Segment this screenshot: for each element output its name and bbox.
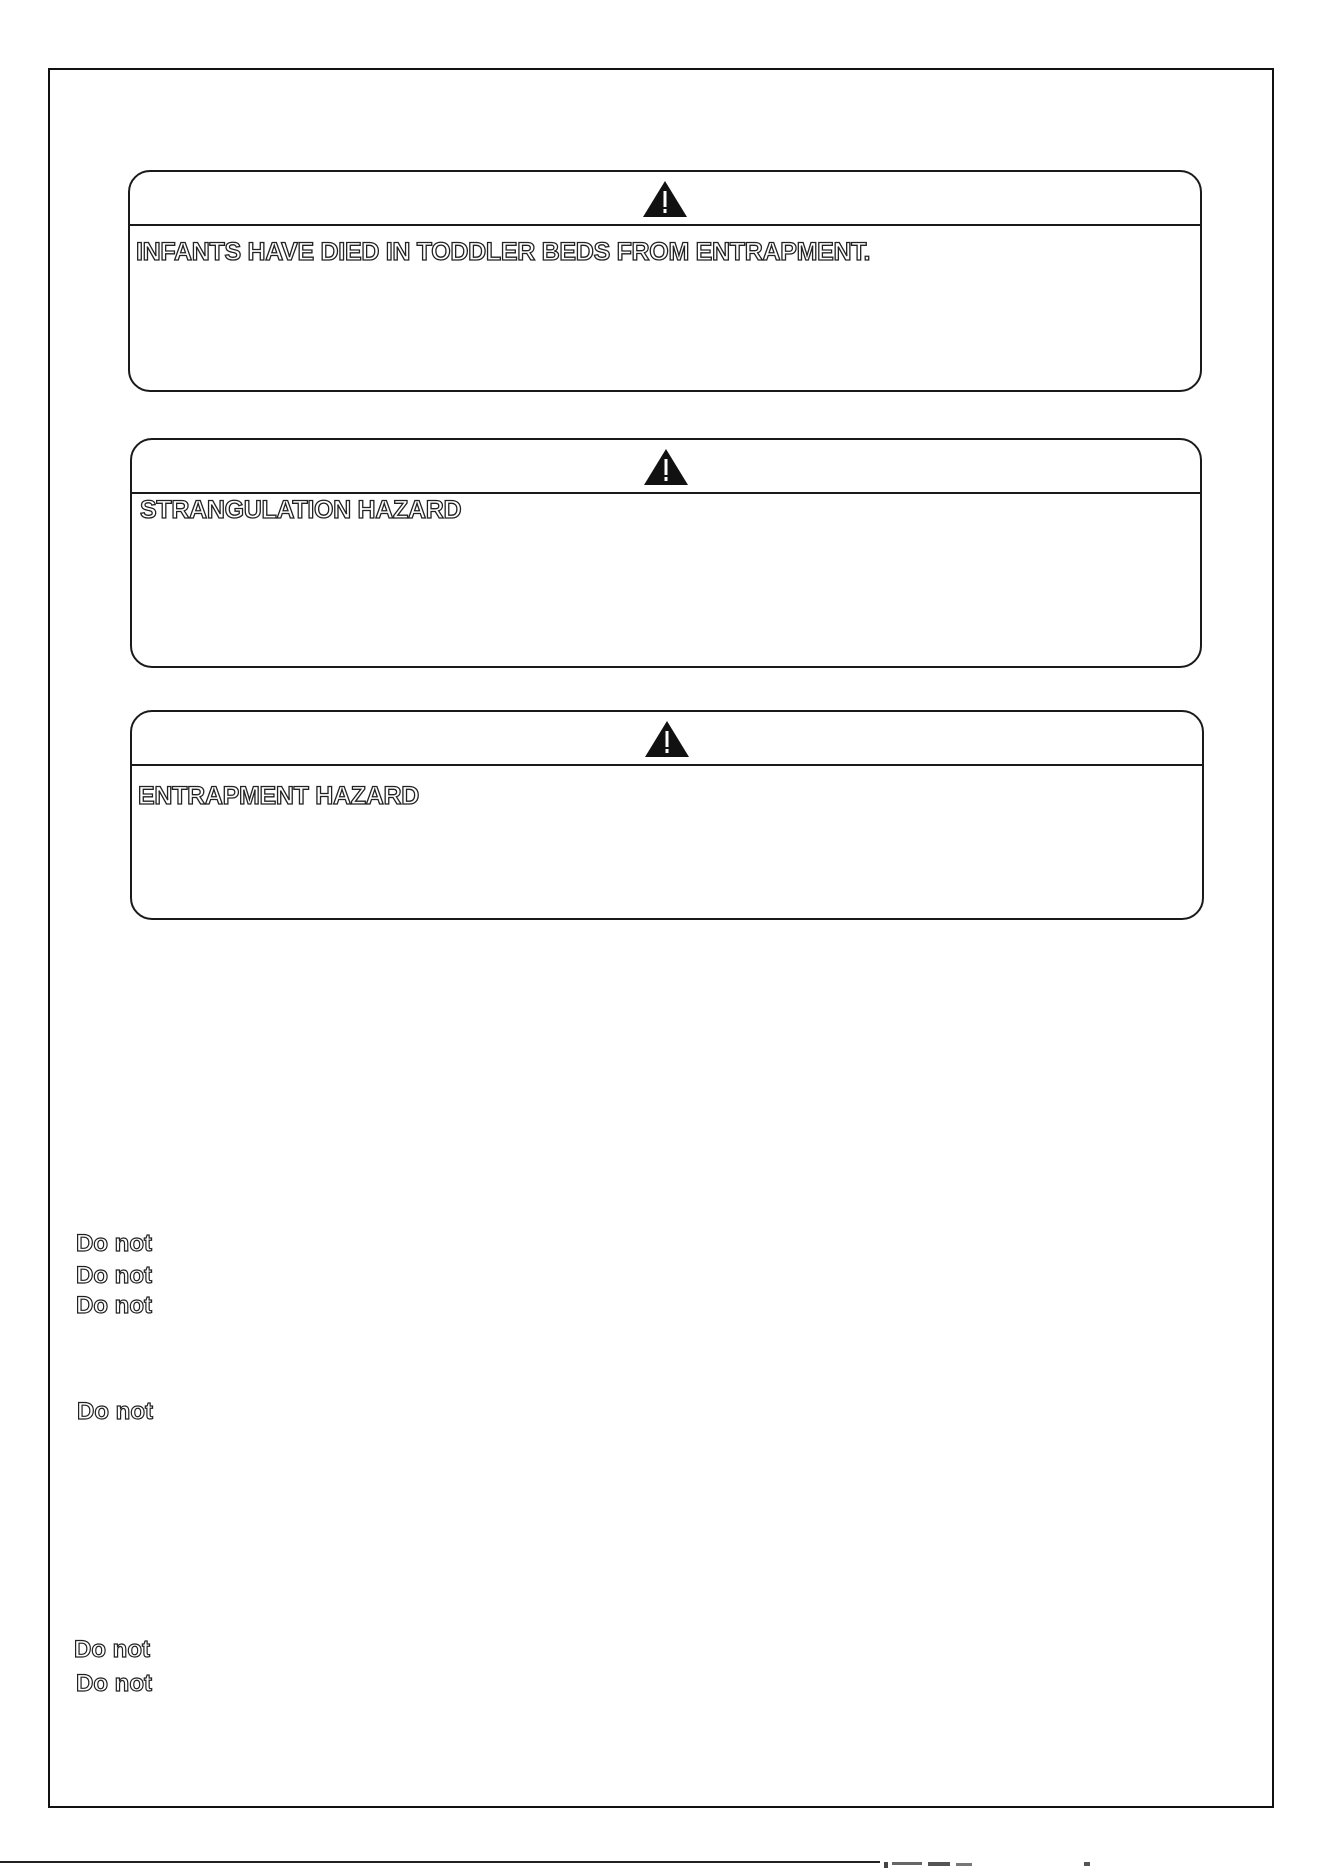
instruction-do-not: Do not — [76, 1262, 152, 1289]
footer-marks — [884, 1860, 1144, 1872]
instruction-do-not: Do not — [74, 1636, 150, 1663]
warning-box-strangulation — [130, 438, 1202, 668]
instruction-do-not: Do not — [76, 1670, 152, 1697]
warning-triangle-icon — [642, 447, 690, 487]
warning-box-entrapment-infants — [128, 170, 1202, 392]
warning-box-entrapment — [130, 710, 1204, 920]
warning-text: INFANTS HAVE DIED IN TODDLER BEDS FROM ENTRAPMENT. — [136, 238, 871, 266]
warning-header — [130, 172, 1200, 226]
warning-triangle-icon — [643, 719, 691, 759]
warning-header — [132, 712, 1202, 766]
warning-text: ENTRAPMENT HAZARD — [138, 782, 419, 810]
instruction-do-not: Do not — [76, 1230, 152, 1257]
instruction-do-not: Do not — [76, 1292, 152, 1319]
footer-rule — [0, 1861, 880, 1863]
warning-header — [132, 440, 1200, 494]
warning-triangle-icon — [641, 179, 689, 219]
instruction-do-not: Do not — [77, 1398, 153, 1425]
warning-text: STRANGULATION HAZARD — [140, 496, 462, 524]
